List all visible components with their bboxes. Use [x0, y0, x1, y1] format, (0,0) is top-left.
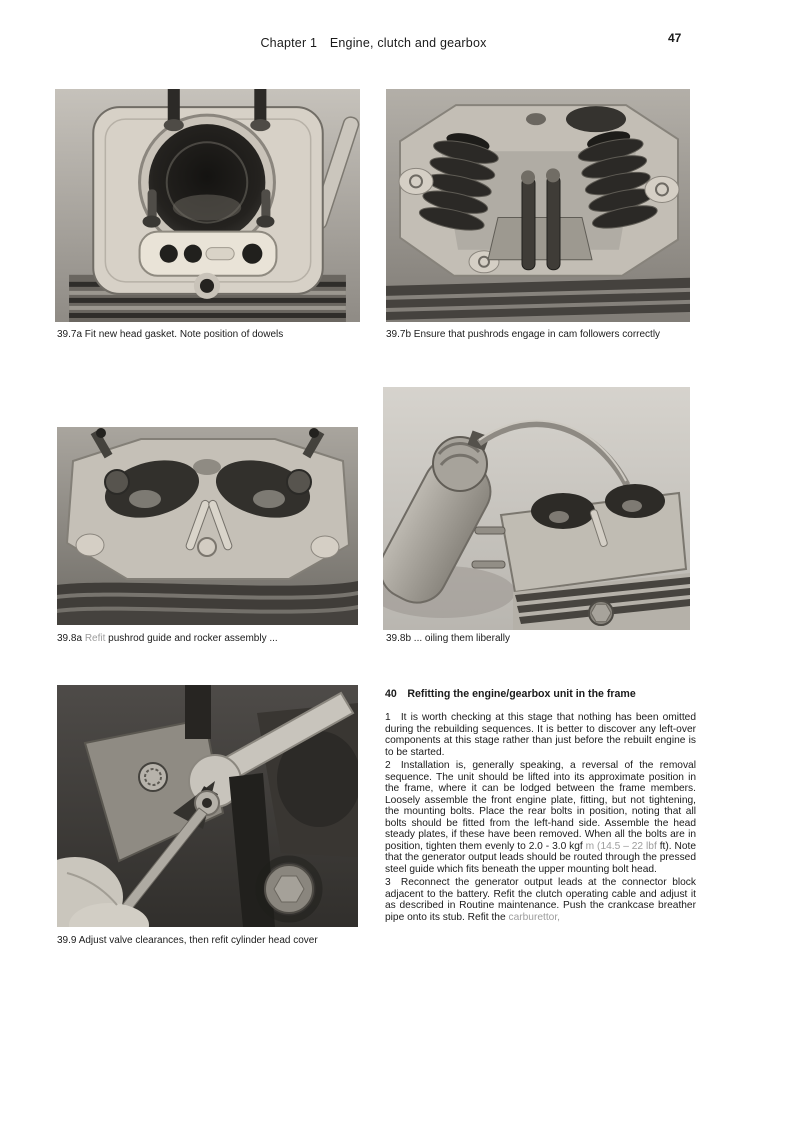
caption-39-8a-text: pushrod guide and rocker assembly ... [108, 633, 278, 644]
paragraph-3 [385, 877, 696, 923]
photo-39-8b [383, 387, 690, 630]
section-40 [385, 688, 696, 923]
paragraph-1: 1 It is worth checking at this stage that nothing has been omitted during the rebuilding sequences. It is better to discover any left-over components at this stage rather than just before the rebuilt engine is to be started. [385, 712, 696, 758]
caption-39-8a-muted: Refit [84, 633, 109, 644]
caption-39-7b-text: 39.7b Ensure that pushrods engage in cam followers correctly [386, 329, 661, 340]
caption-39-9 [57, 935, 369, 947]
photo-39-8a [57, 427, 358, 625]
caption-39-7b [386, 329, 698, 341]
section-40-heading: 40 Refitting the engine/gearbox unit in the frame [385, 688, 636, 700]
caption-39-7a [57, 329, 369, 341]
caption-39-8b-text: 39.8b ... oiling them liberally [386, 633, 510, 644]
caption-39-7a-text: 39.7a Fit new head gasket. Note position of dowels [57, 329, 284, 340]
rocker-assembly-illustration [57, 427, 358, 625]
cylinder-barrel-gasket-illustration [55, 89, 360, 322]
photo-39-7a [55, 89, 360, 322]
photo-39-9 [57, 685, 358, 927]
caption-39-8a-num: 39.8a [57, 633, 85, 644]
spanners-adjuster-illustration [57, 685, 358, 927]
caption-39-8a [57, 633, 369, 645]
caption-39-9-text: 39.9 Adjust valve clearances, then refit cylinder head cover [57, 935, 318, 946]
paragraph-2 [385, 760, 696, 875]
head-springs-pushrods-illustration [386, 89, 690, 322]
chapter-header: Chapter 1 Engine, clutch and gearbox [260, 36, 487, 50]
paragraph-2-muted-text: m (14.5 – 22 lbf [585, 840, 660, 852]
photo-39-7b [386, 89, 690, 322]
paragraph-3-muted-text: carburettor, [508, 911, 560, 923]
caption-39-8b [386, 633, 698, 645]
page-number: 47 [668, 31, 682, 45]
paragraph-3-text: 3 Reconnect the generator output leads at the connector block adjacent to the battery. Refit the clutch operating cable and adjust it as described in Routine maintenance. Push the crankcase breather pipe onto its stub. Refit the [385, 877, 696, 923]
paragraph-2-text-end: ft). Note that the generator output leads should be routed through the pressed steel guide which fits beneath the upper mounting bolt head. [385, 840, 697, 875]
oil-can-illustration [383, 387, 690, 630]
paragraph-2-text: 2 Installation is, generally speaking, a reversal of the removal sequence. The unit should be lifted into its approximate position in the frame, where it can be lodged between the frame members. Loosely assemble the front engine plate, fitting, but not tightening, the mounting bolts. Place the rear bolts in position, noting that all bolts should be fitted from the left-hand side. Assemble the head steady plates, if these have been removed. When all the bolts are in position, tighten them evenly to 2.0 - 3.0 kgf [385, 760, 696, 852]
